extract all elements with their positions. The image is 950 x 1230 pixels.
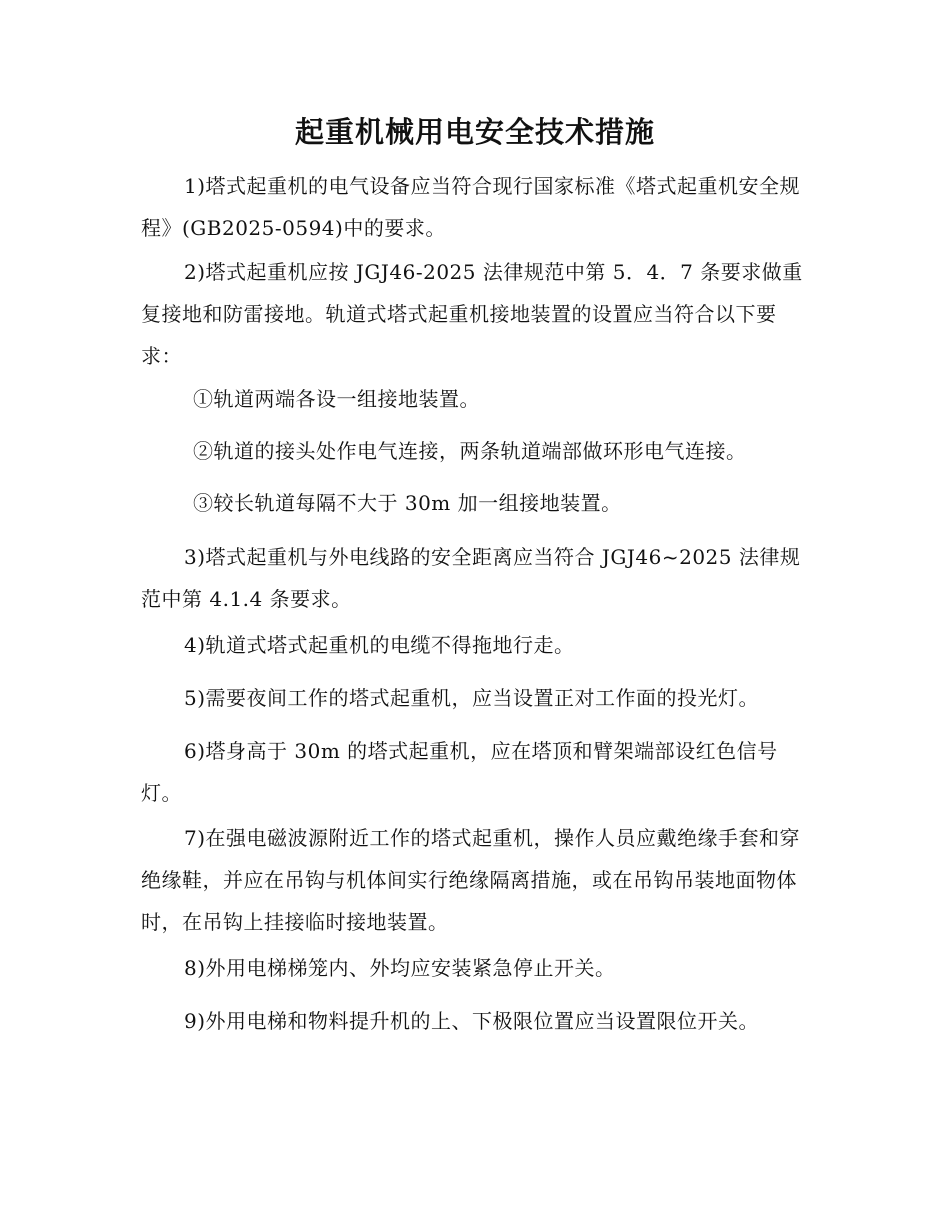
paragraph-8: 8)外用电梯梯笼内、外均应安装紧急停止开关。 [184, 956, 616, 980]
paragraph-4: 4)轨道式塔式起重机的电缆不得拖地行走。 [184, 633, 575, 657]
sub-item-1: ①轨道两端各设一组接地装置。 [193, 387, 480, 411]
paragraph-6: 6)塔身高于 30m 的塔式起重机，应在塔顶和臂架端部设红色信号灯。 [141, 739, 778, 805]
paragraph-1: 1)塔式起重机的电气设备应当符合现行国家标准《塔式起重机安全规程》(GB2025-0594)中的要求。 [141, 174, 801, 240]
sub-item-3: ③较长轨道每隔不大于 30m 加一组接地装置。 [193, 491, 622, 515]
sub-item-2: ②轨道的接头处作电气连接，两条轨道端部做环形电气连接。 [193, 439, 747, 463]
paragraph-9: 9)外用电梯和物料提升机的上、下极限位置应当设置限位开关。 [184, 1009, 760, 1033]
paragraph-3: 3)塔式起重机与外电线路的安全距离应当符合 JGJ46~2025 法律规范中第 4.1.4 条要求。 [141, 545, 801, 611]
paragraph-5: 5)需要夜间工作的塔式起重机，应当设置正对工作面的投光灯。 [184, 686, 760, 710]
paragraph-2: 2)塔式起重机应按 JGJ46-2025 法律规范中第 5．4．7 条要求做重复接地和防雷接地。轨道式塔式起重机接地装置的设置应当符合以下要求： [141, 260, 803, 368]
document-title: 起重机械用电安全技术措施 [294, 115, 655, 149]
paragraph-7: 7)在强电磁波源附近工作的塔式起重机，操作人员应戴绝缘手套和穿绝缘鞋，并应在吊钩与机体间实行绝缘隔离措施，或在吊钩吊装地面物体时，在吊钩上挂接临时接地装置。 [141, 826, 801, 934]
